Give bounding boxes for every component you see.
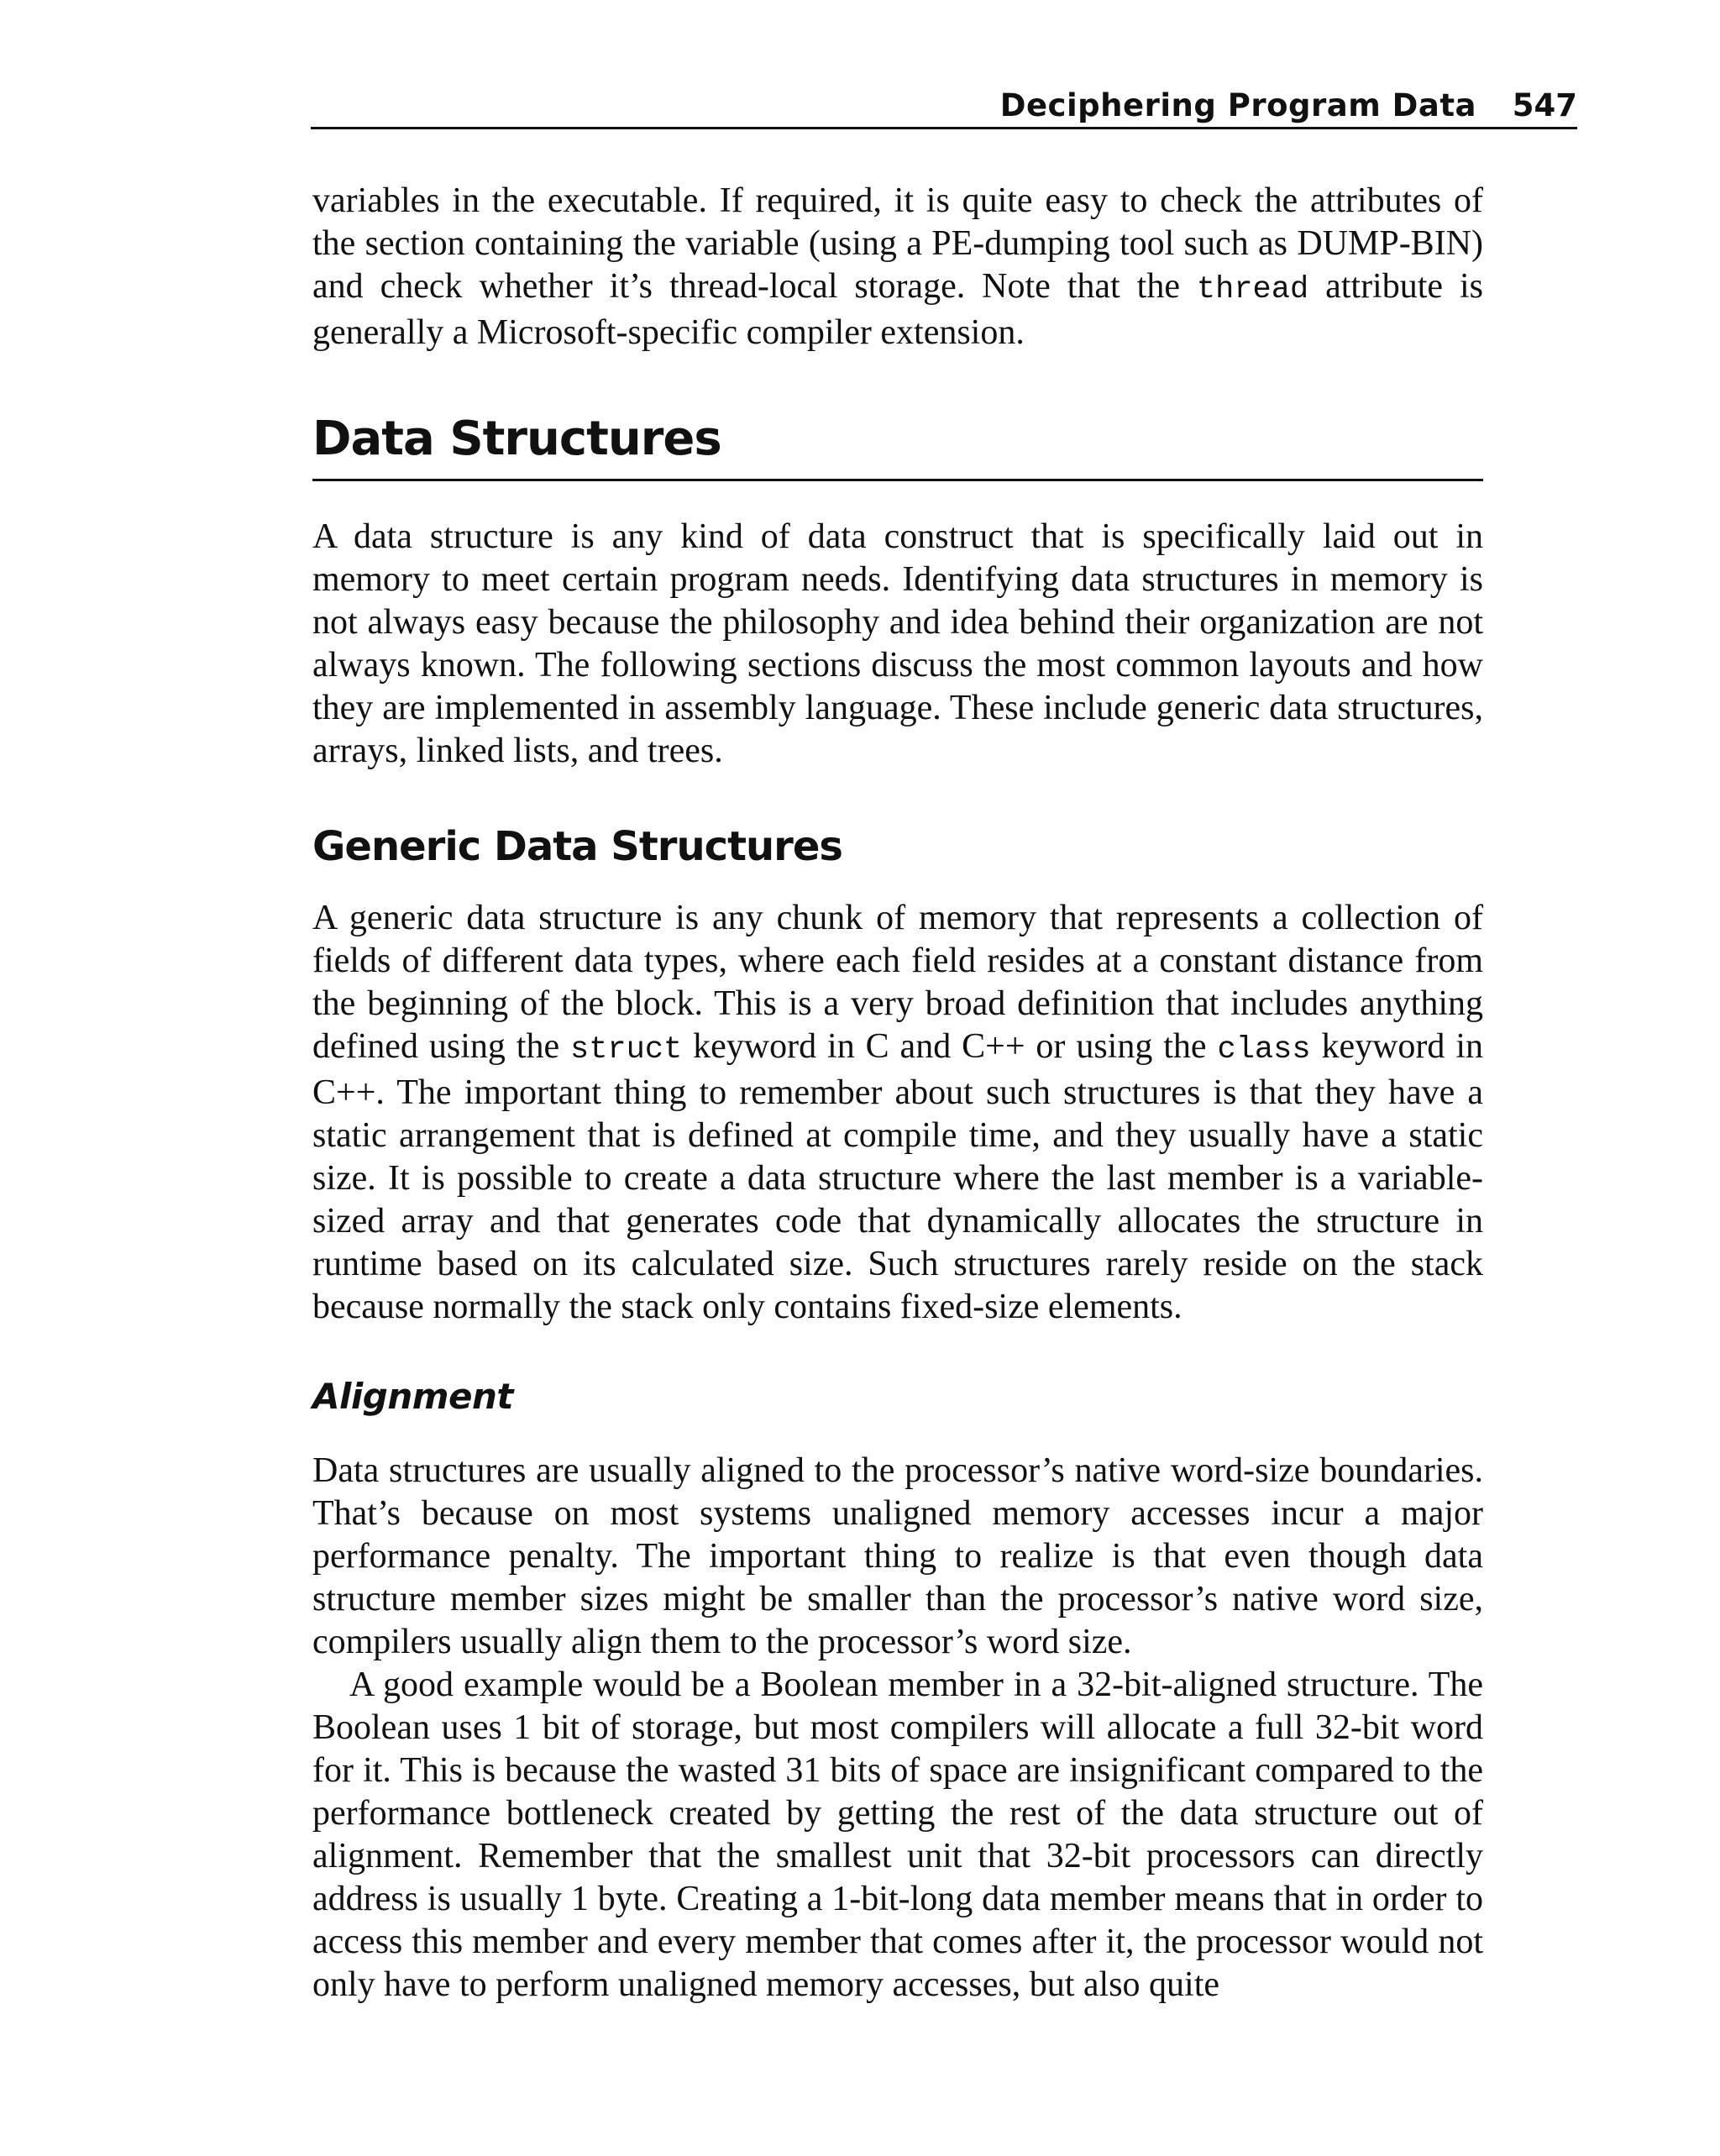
running-header (311, 80, 1577, 129)
generic-text-1: A generic data structure is any chunk of memory that represents a collection of fields of different data types, where each field resides at a constant distance from the beginning of the block. This is a very broad definition that includes anything defined using the (312, 899, 1483, 1066)
heading-generic-data-structures: Generic Data Structures (312, 823, 842, 870)
running-header-title: Deciphering Program Data (999, 87, 1476, 123)
code-thread: thread (1196, 272, 1309, 307)
heading-alignment: Alignment (312, 1376, 513, 1417)
alignment-paragraph-2 (312, 1664, 1483, 2006)
generic-text-2: keyword in C and C++ or using the (682, 1027, 1218, 1066)
code-struct: struct (570, 1032, 683, 1068)
code-class: class (1217, 1032, 1311, 1068)
generic-paragraph (312, 897, 1483, 1329)
intro-paragraph (312, 180, 1483, 354)
alignment-paragraph-1: Data structures are usually aligned to the processor’s native word-size boundaries. That’s because on most systems unaligned memory accesses incur a major performance penalty. The important thing to realize is that even though data structure member sizes might be smaller than the processor’s native word size, compilers usually align them to the processor’s word size. (312, 1451, 1483, 1661)
intro-text-1: variables in the executable. If required, it is quite easy to check the attributes of the section containing the variable (using a PE-dumping tool such as DUMP-BIN) and check whether it’s thread-local storage. Note that the (312, 181, 1483, 306)
alignment-text-2: A good example would be a Boolean member in a 32-bit-aligned structure. The Boolean uses 1 bit of storage, but most compilers will allocate a full 32-bit word for it. This is because the wasted 31 bits of space are insignificant compared to the performance bottleneck created by getting the rest of the data structure out of alignment. Remember that the smallest unit that 32-bit processors can directly address is usually 1 byte. Creating a 1-bit-long data member means that in order to access this member and every member that comes after it, the processor would not only have to perform unaligned memory accesses, but also quite (312, 1666, 1483, 2004)
data-structures-paragraph: A data structure is any kind of data construct that is specifically laid out in memory to meet certain program needs. Identifying data structures in memory is not always easy because the philosophy and idea behind their organization are not always known. The following sections discuss the most common layouts and how they are implemented in assembly language. These include generic data structures, arrays, linked lists, and trees. (312, 517, 1483, 770)
heading-data-structures: Data Structures (312, 412, 1483, 481)
page-number: 547 (1512, 87, 1577, 123)
generic-text-3: keyword in C++. The important thing to remember about such structures is that they have a static arrangement that is defined at compile time, and they usually have a static size. It is possible to create a data structure where the last member is a variable-sized array and that generates code that dynamically allocates the structure in runtime based on its calculated size. Such structures rarely reside on the stack because normally the stack only contains fixed-size elements. (312, 1027, 1483, 1326)
intro-text-2: attribute is generally a Microsoft-specific compiler extension. (312, 267, 1483, 352)
